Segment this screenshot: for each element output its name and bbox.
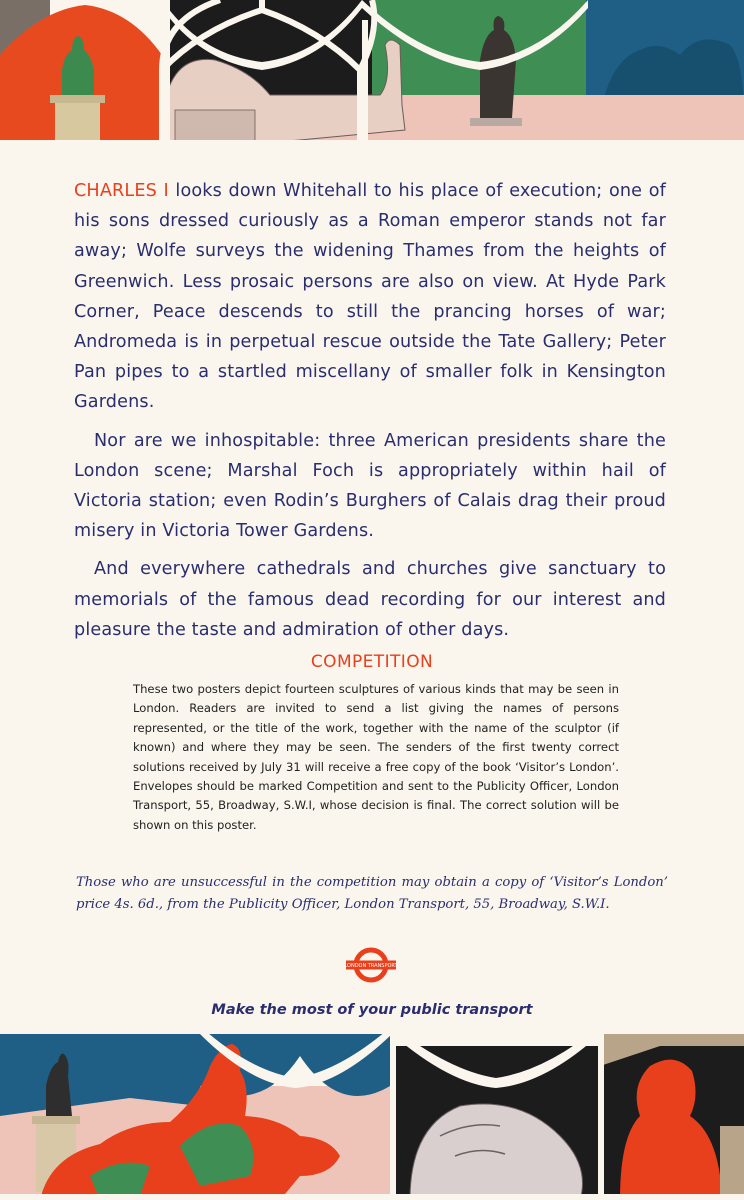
unsuccessful-note: Those who are unsuccessful in the competition may obtain a copy of ‘Visitor’s London’ price 4s. 6d., from the Publicity Officer, London Transport, 55, Broadway, S.W.I. xyxy=(76,875,668,912)
tagline: Make the most of your public transport xyxy=(211,1002,533,1018)
body-text xyxy=(74,176,666,653)
top-illustration-band xyxy=(0,0,744,150)
bottom-illustration-band xyxy=(0,1026,744,1200)
paragraph-2: Nor are we inhospitable: three American presidents share the London scene; Marshal Foch is appropriately within hail of Victoria station; even Rodin’s Burghers of Calais drag their proud misery in Victoria Tower Gardens. xyxy=(74,430,666,542)
lead-words: CHARLES I xyxy=(74,181,169,201)
competition-text: These two posters depict fourteen sculptures of various kinds that may be seen in London. Readers are invited to send a list giving the names of persons represented, or the title of the work, together with the name of the sculptor (if known) and where they may be seen. The senders of the first twenty correct solutions received by July 31 will receive a free copy of the book ‘Visitor’s London’. Envelopes should be marked Competition and sent to the Publicity Officer, London Transport, 55, Broadway, S.W.I, whose decision is final. The correct solution will be shown on this poster. xyxy=(133,682,619,832)
paragraph-1 xyxy=(74,176,666,418)
london-transport-roundel-icon xyxy=(344,946,398,984)
competition-title: COMPETITION xyxy=(310,652,434,672)
roundel-label: LONDON TRANSPORT xyxy=(344,963,398,969)
paragraph-1-rest: looks down Whitehall to his place of execution; one of his sons dressed curiously as a Roman emperor stands not far away; Wolfe surveys the widening Thames from the heights of Greenwich. Less prosaic persons are also on view. At Hyde Park Corner, Peace descends to still the prancing horses of war; Andromeda is in perpetual rescue outside the Tate Gallery; Peter Pan pipes to a startled miscellany of smaller folk in Kensington Gardens. xyxy=(74,181,666,413)
paragraph-3: And everywhere cathedrals and churches give sanctuary to memorials of the famous dead recording for our interest and pleasure the taste and admiration of other days. xyxy=(74,559,666,640)
